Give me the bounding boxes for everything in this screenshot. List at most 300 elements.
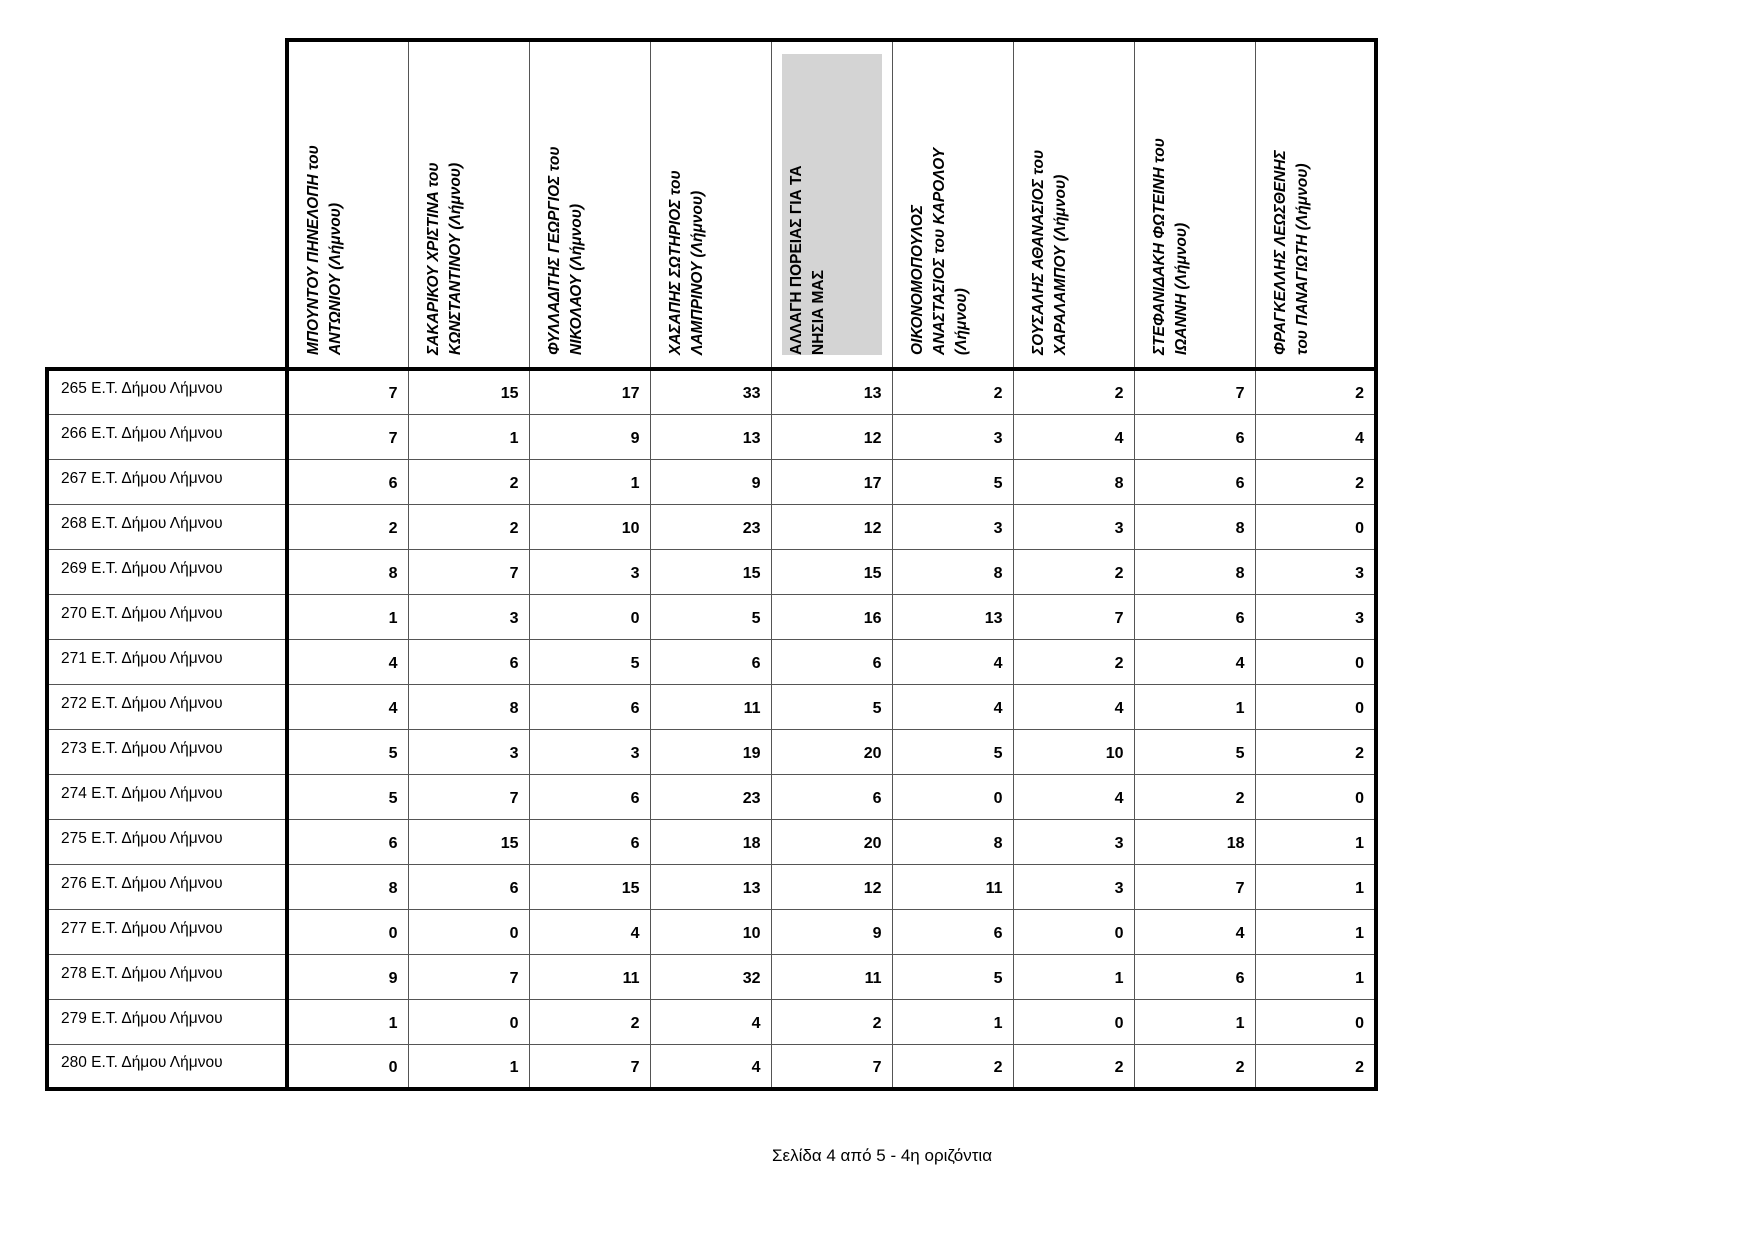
station-label-text: 273 Ε.Τ. Δήμου Λήμνου <box>61 739 223 757</box>
vote-cell <box>1134 639 1255 684</box>
vote-count: 1 <box>509 429 519 447</box>
vote-count: 3 <box>1114 519 1124 537</box>
station-label-text: 277 Ε.Τ. Δήμου Λήμνου <box>61 919 223 937</box>
station-label <box>47 639 287 684</box>
vote-count: 0 <box>1355 1014 1364 1032</box>
vote-count: 6 <box>630 789 640 807</box>
vote-count: 1 <box>388 1014 398 1032</box>
vote-count: 5 <box>1235 744 1245 762</box>
vote-cell <box>1013 774 1134 819</box>
table-row <box>47 909 1376 954</box>
vote-count: 4 <box>1235 924 1245 942</box>
vote-count: 15 <box>621 879 640 897</box>
station-label <box>47 549 287 594</box>
corner-cell <box>47 40 287 369</box>
vote-count: 8 <box>993 564 1003 582</box>
vote-count: 3 <box>509 609 519 627</box>
station-label-text: 267 Ε.Τ. Δήμου Λήμνου <box>61 469 223 487</box>
vote-cell <box>408 729 529 774</box>
vote-count: 2 <box>388 519 398 537</box>
vote-cell <box>650 999 771 1044</box>
vote-cell <box>892 729 1013 774</box>
vote-cell <box>287 414 408 459</box>
station-label <box>47 729 287 774</box>
vote-cell <box>287 549 408 594</box>
station-label-text: 272 Ε.Τ. Δήμου Λήμνου <box>61 694 223 712</box>
vote-cell <box>1013 729 1134 774</box>
vote-count: 1 <box>993 1014 1003 1032</box>
vote-count: 9 <box>751 474 761 492</box>
vote-count: 4 <box>993 699 1003 717</box>
station-label <box>47 954 287 999</box>
vote-count: 18 <box>1226 834 1245 852</box>
vote-cell <box>287 594 408 639</box>
vote-cell <box>650 819 771 864</box>
vote-cell <box>1013 909 1134 954</box>
vote-count: 17 <box>621 385 640 403</box>
vote-cell <box>771 639 892 684</box>
vote-cell <box>650 1044 771 1089</box>
station-label-text: 266 Ε.Τ. Δήμου Λήμνου <box>61 424 223 442</box>
vote-count: 15 <box>742 564 761 582</box>
vote-cell <box>529 639 650 684</box>
vote-cell <box>1013 639 1134 684</box>
candidate-name: ΟΙΚΟΝΟΜΟΠΟΥΛΟΣ ΑΝΑΣΤΑΣΙΟΣ του ΚΑΡΟΛΟΥ (Λήμνου) <box>908 147 970 355</box>
vote-count: 0 <box>993 789 1003 807</box>
vote-cell <box>650 954 771 999</box>
table-row <box>47 414 1376 459</box>
candidate-header-9 <box>1255 40 1376 369</box>
vote-count: 10 <box>742 924 761 942</box>
vote-cell <box>1134 459 1255 504</box>
candidate-header-8 <box>1134 40 1255 369</box>
vote-count: 7 <box>1114 609 1124 627</box>
vote-cell <box>771 819 892 864</box>
vote-count: 0 <box>388 1058 398 1076</box>
vote-count: 4 <box>1355 429 1364 447</box>
vote-cell <box>650 909 771 954</box>
candidate-name: ΣΤΕΦΑΝΙΔΑΚΗ ΦΩΤΕΙΝΗ του ΙΩΑΝΝΗ (Λήμνου) <box>1150 138 1190 355</box>
vote-cell <box>650 639 771 684</box>
vote-cell <box>650 729 771 774</box>
vote-cell <box>771 954 892 999</box>
vote-count: 2 <box>1235 789 1245 807</box>
vote-count: 7 <box>630 1058 640 1076</box>
vote-count: 5 <box>993 744 1003 762</box>
page-footer: Σελίδα 4 από 5 - 4η οριζόντια <box>772 1146 993 1165</box>
vote-cell <box>529 684 650 729</box>
vote-count: 11 <box>864 969 882 987</box>
vote-cell <box>529 504 650 549</box>
candidate-header-1 <box>287 40 408 369</box>
vote-cell <box>1255 864 1376 909</box>
vote-cell <box>1134 819 1255 864</box>
vote-cell <box>1134 549 1255 594</box>
vote-cell <box>287 909 408 954</box>
vote-count: 2 <box>1355 474 1364 492</box>
station-label <box>47 684 287 729</box>
vote-count: 4 <box>630 924 640 942</box>
vote-count: 8 <box>509 699 519 717</box>
station-label-text: 275 Ε.Τ. Δήμου Λήμνου <box>61 829 223 847</box>
vote-cell <box>1013 864 1134 909</box>
vote-cell <box>650 549 771 594</box>
vote-cell <box>1013 459 1134 504</box>
vote-count: 12 <box>863 879 882 897</box>
vote-cell <box>1013 369 1134 414</box>
vote-cell <box>892 414 1013 459</box>
vote-count: 2 <box>993 1058 1003 1076</box>
vote-count: 2 <box>1114 654 1124 672</box>
vote-cell <box>892 774 1013 819</box>
vote-count: 1 <box>1235 1014 1245 1032</box>
vote-cell <box>529 999 650 1044</box>
table-row <box>47 864 1376 909</box>
vote-count: 8 <box>388 564 398 582</box>
vote-cell <box>650 369 771 414</box>
vote-count: 5 <box>993 474 1003 492</box>
candidate-name: ΜΠΟΥΝΤΟΥ ΠΗΝΕΛΟΠΗ του ΑΝΤΩΝΙΟΥ (Λήμνου) <box>305 145 344 355</box>
vote-cell <box>408 954 529 999</box>
vote-cell <box>771 459 892 504</box>
station-label-text: 280 Ε.Τ. Δήμου Λήμνου <box>61 1053 223 1071</box>
vote-cell <box>1013 684 1134 729</box>
vote-count: 0 <box>1355 789 1364 807</box>
vote-cell <box>1134 909 1255 954</box>
vote-cell <box>771 909 892 954</box>
vote-cell <box>1134 414 1255 459</box>
vote-count: 2 <box>1235 1058 1245 1076</box>
vote-count: 0 <box>509 924 519 942</box>
vote-count: 16 <box>863 609 882 627</box>
table-row <box>47 504 1376 549</box>
vote-count: 1 <box>630 474 640 492</box>
vote-cell <box>408 369 529 414</box>
vote-cell <box>771 414 892 459</box>
vote-count: 19 <box>742 744 761 762</box>
vote-cell <box>529 414 650 459</box>
candidate-header-3 <box>529 40 650 369</box>
station-label-text: 265 Ε.Τ. Δήμου Λήμνου <box>61 380 223 398</box>
vote-cell <box>771 369 892 414</box>
vote-count: 6 <box>630 699 640 717</box>
vote-count: 10 <box>1105 744 1124 762</box>
vote-cell <box>287 684 408 729</box>
vote-cell <box>1134 954 1255 999</box>
vote-cell <box>771 549 892 594</box>
station-label <box>47 369 287 414</box>
candidate-name: ΣΟΥΣΑΛΗΣ ΑΘΑΝΑΣΙΟΣ του ΧΑΡΑΛΑΜΠΟΥ (Λήμνου) <box>1029 149 1069 355</box>
vote-cell <box>408 594 529 639</box>
vote-cell <box>1255 504 1376 549</box>
vote-cell <box>771 1044 892 1089</box>
vote-count: 5 <box>630 654 640 672</box>
vote-cell <box>408 549 529 594</box>
vote-cell <box>1255 999 1376 1044</box>
vote-count: 3 <box>1114 879 1124 897</box>
table-row <box>47 999 1376 1044</box>
vote-count: 6 <box>872 789 882 807</box>
vote-cell <box>529 954 650 999</box>
table-row <box>47 369 1376 414</box>
vote-cell <box>287 999 408 1044</box>
vote-count: 2 <box>630 1014 640 1032</box>
vote-count: 8 <box>1114 474 1124 492</box>
vote-count: 3 <box>509 744 519 762</box>
vote-cell <box>1013 954 1134 999</box>
vote-cell <box>529 729 650 774</box>
vote-count: 4 <box>1114 699 1124 717</box>
vote-count: 3 <box>630 564 640 582</box>
vote-count: 6 <box>1235 429 1245 447</box>
vote-count: 7 <box>509 969 519 987</box>
station-label <box>47 504 287 549</box>
vote-cell <box>892 639 1013 684</box>
vote-count: 15 <box>500 834 519 852</box>
vote-cell <box>892 549 1013 594</box>
vote-count: 33 <box>742 385 761 403</box>
vote-count: 6 <box>630 834 640 852</box>
vote-count: 0 <box>1355 699 1364 717</box>
vote-cell <box>529 819 650 864</box>
vote-cell <box>408 774 529 819</box>
vote-cell <box>1255 1044 1376 1089</box>
vote-count: 11 <box>743 699 761 717</box>
vote-cell <box>529 1044 650 1089</box>
vote-cell <box>1013 1044 1134 1089</box>
vote-count: 0 <box>1355 654 1364 672</box>
table-row <box>47 819 1376 864</box>
vote-count: 2 <box>1114 564 1124 582</box>
vote-cell <box>650 864 771 909</box>
vote-count: 23 <box>742 789 761 807</box>
station-label-text: 268 Ε.Τ. Δήμου Λήμνου <box>61 514 223 532</box>
vote-cell <box>1013 414 1134 459</box>
vote-count: 3 <box>1355 564 1364 582</box>
station-label <box>47 594 287 639</box>
vote-cell <box>892 369 1013 414</box>
station-label <box>47 774 287 819</box>
vote-cell <box>1013 594 1134 639</box>
vote-cell <box>1134 369 1255 414</box>
vote-cell <box>287 504 408 549</box>
station-label <box>47 1044 287 1089</box>
vote-cell <box>892 1044 1013 1089</box>
vote-cell <box>287 459 408 504</box>
candidate-name: ΦΥΛΛΑΔΙΤΗΣ ΓΕΩΡΓΙΟΣ του ΝΙΚΟΛΑΟΥ (Λήμνου) <box>545 146 585 355</box>
vote-count: 9 <box>388 969 398 987</box>
station-label <box>47 414 287 459</box>
vote-cell <box>287 369 408 414</box>
vote-count: 3 <box>993 429 1003 447</box>
vote-count: 6 <box>1235 474 1245 492</box>
vote-count: 4 <box>1114 429 1124 447</box>
vote-cell <box>1255 369 1376 414</box>
table-row <box>47 954 1376 999</box>
vote-count: 18 <box>742 834 761 852</box>
vote-count: 5 <box>993 969 1003 987</box>
vote-cell <box>408 684 529 729</box>
station-label-text: 279 Ε.Τ. Δήμου Λήμνου <box>61 1009 223 1027</box>
vote-cell <box>287 774 408 819</box>
vote-count: 2 <box>1355 385 1364 403</box>
station-label-text: 270 Ε.Τ. Δήμου Λήμνου <box>61 604 223 622</box>
vote-count: 1 <box>1355 924 1364 942</box>
vote-count: 6 <box>1235 969 1245 987</box>
vote-cell <box>1255 594 1376 639</box>
vote-cell <box>1255 414 1376 459</box>
vote-cell <box>650 504 771 549</box>
vote-count: 7 <box>509 789 519 807</box>
station-label <box>47 909 287 954</box>
vote-cell <box>408 1044 529 1089</box>
vote-cell <box>1013 819 1134 864</box>
vote-count: 6 <box>388 834 398 852</box>
vote-count: 4 <box>1114 789 1124 807</box>
vote-count: 13 <box>984 609 1003 627</box>
vote-count: 13 <box>742 429 761 447</box>
vote-cell <box>287 1044 408 1089</box>
candidate-name: ΧΑΣΑΠΗΣ ΣΩΤΗΡΙΟΣ του ΛΑΜΠΡΙΝΟΥ (Λήμνου) <box>666 170 706 355</box>
vote-cell <box>1255 549 1376 594</box>
vote-cell <box>650 774 771 819</box>
vote-count: 13 <box>863 385 882 403</box>
vote-count: 6 <box>509 879 519 897</box>
vote-cell <box>287 729 408 774</box>
vote-cell <box>892 684 1013 729</box>
vote-count: 1 <box>1355 834 1364 852</box>
vote-cell <box>408 864 529 909</box>
vote-cell <box>529 909 650 954</box>
candidate-header-2 <box>408 40 529 369</box>
vote-cell <box>650 594 771 639</box>
vote-cell <box>650 459 771 504</box>
vote-count: 2 <box>1355 1058 1364 1076</box>
vote-cell <box>892 954 1013 999</box>
vote-count: 6 <box>509 654 519 672</box>
vote-count: 0 <box>1114 924 1124 942</box>
vote-cell <box>287 864 408 909</box>
vote-cell <box>529 774 650 819</box>
station-label-text: 274 Ε.Τ. Δήμου Λήμνου <box>61 784 223 802</box>
vote-count: 9 <box>630 429 640 447</box>
vote-cell <box>529 549 650 594</box>
results-table <box>45 38 1378 1091</box>
vote-count: 6 <box>993 924 1003 942</box>
vote-count: 15 <box>863 564 882 582</box>
vote-count: 6 <box>1235 609 1245 627</box>
vote-count: 2 <box>1355 744 1364 762</box>
vote-cell <box>1013 504 1134 549</box>
vote-count: 3 <box>1114 834 1124 852</box>
vote-count: 5 <box>872 699 882 717</box>
vote-cell <box>771 594 892 639</box>
vote-cell <box>408 639 529 684</box>
vote-cell <box>1255 819 1376 864</box>
vote-cell <box>892 459 1013 504</box>
vote-cell <box>1255 954 1376 999</box>
station-label-text: 278 Ε.Τ. Δήμου Λήμνου <box>61 964 223 982</box>
vote-count: 8 <box>993 834 1003 852</box>
vote-count: 6 <box>388 474 398 492</box>
vote-count: 4 <box>388 654 398 672</box>
station-label <box>47 864 287 909</box>
candidate-header-6 <box>892 40 1013 369</box>
vote-count: 1 <box>1235 699 1245 717</box>
candidate-name: ΑΛΛΑΓΗ ΠΟΡΕΙΑΣ ΓΙΑ ΤΑ ΝΗΣΙΑ ΜΑΣ <box>787 165 827 355</box>
vote-count: 3 <box>993 519 1003 537</box>
station-label-text: 271 Ε.Τ. Δήμου Λήμνου <box>61 649 223 667</box>
station-label-text: 276 Ε.Τ. Δήμου Λήμνου <box>61 874 223 892</box>
vote-count: 6 <box>751 654 761 672</box>
vote-cell <box>771 999 892 1044</box>
vote-count: 7 <box>388 429 398 447</box>
vote-cell <box>1255 684 1376 729</box>
vote-count: 0 <box>1355 519 1364 537</box>
vote-count: 0 <box>1114 1014 1124 1032</box>
vote-count: 9 <box>872 924 882 942</box>
table-body <box>47 369 1376 1089</box>
table-row <box>47 774 1376 819</box>
vote-cell <box>408 999 529 1044</box>
table-row <box>47 1044 1376 1089</box>
vote-cell <box>1134 774 1255 819</box>
station-label <box>47 819 287 864</box>
vote-cell <box>892 504 1013 549</box>
vote-count: 1 <box>509 1058 519 1076</box>
vote-count: 0 <box>509 1014 519 1032</box>
vote-count: 4 <box>388 699 398 717</box>
vote-count: 8 <box>388 879 398 897</box>
vote-count: 3 <box>1355 609 1364 627</box>
vote-cell <box>408 459 529 504</box>
vote-count: 0 <box>388 924 398 942</box>
candidate-name: ΣΑΚΑΡΙΚΟΥ ΧΡΙΣΤΙΝΑ του ΚΩΝΣΤΑΝΤΙΝΟΥ (Λήμνου) <box>424 162 464 355</box>
vote-cell <box>892 819 1013 864</box>
vote-cell <box>529 459 650 504</box>
vote-cell <box>892 864 1013 909</box>
candidate-name: ΦΡΑΓΚΕΛΛΗΣ ΛΕΩΣΘΕΝΗΣ του ΠΑΝΑΓΙΩΤΗ (Λήμνου) <box>1271 150 1311 355</box>
vote-cell <box>771 504 892 549</box>
vote-count: 7 <box>1235 385 1245 403</box>
vote-cell <box>892 594 1013 639</box>
vote-cell <box>1013 549 1134 594</box>
vote-count: 4 <box>751 1058 761 1076</box>
vote-count: 5 <box>388 789 398 807</box>
vote-cell <box>1255 729 1376 774</box>
vote-count: 23 <box>742 519 761 537</box>
vote-count: 10 <box>621 519 640 537</box>
vote-cell <box>1255 639 1376 684</box>
vote-cell <box>771 774 892 819</box>
vote-count: 15 <box>500 385 519 403</box>
station-label <box>47 999 287 1044</box>
vote-cell <box>1134 864 1255 909</box>
vote-count: 2 <box>1114 1058 1124 1076</box>
vote-cell <box>1134 1044 1255 1089</box>
vote-cell <box>650 684 771 729</box>
vote-count: 1 <box>388 609 398 627</box>
vote-cell <box>529 369 650 414</box>
vote-count: 2 <box>1114 385 1124 403</box>
vote-count: 11 <box>985 879 1003 897</box>
vote-cell <box>1013 999 1134 1044</box>
candidate-header-5 <box>771 40 892 369</box>
vote-count: 1 <box>1355 879 1364 897</box>
vote-cell <box>408 819 529 864</box>
vote-count: 6 <box>872 654 882 672</box>
table-row <box>47 684 1376 729</box>
